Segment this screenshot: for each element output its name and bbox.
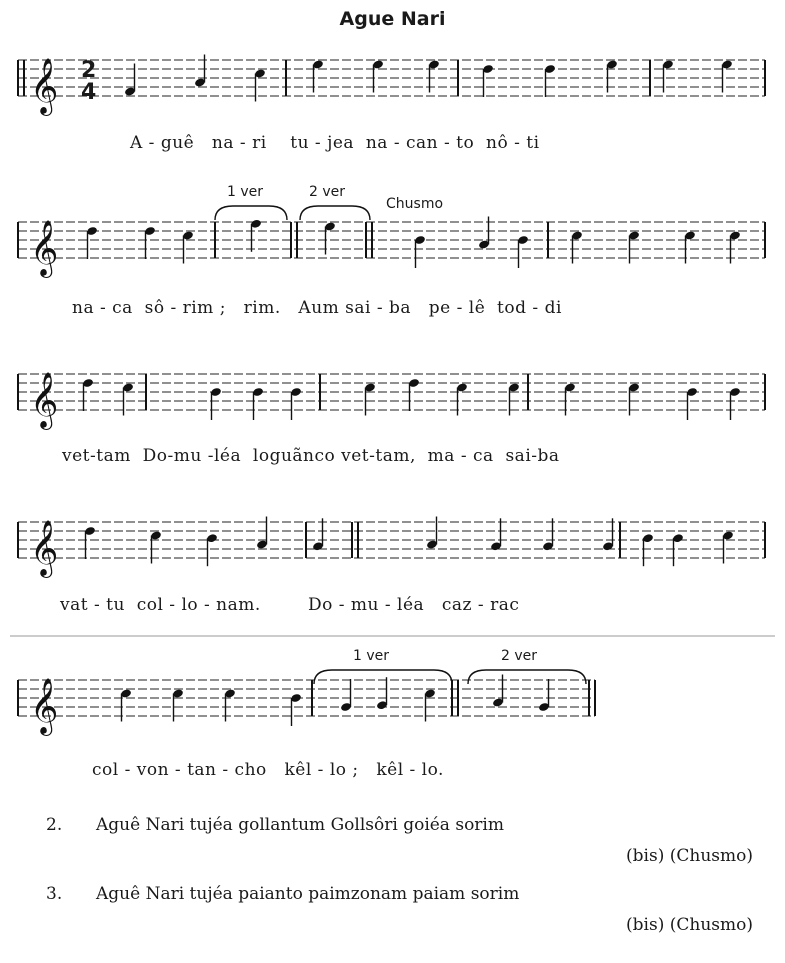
first-ending-bracket-2 xyxy=(314,670,452,684)
verse-2-suffix: (bis) (Chusmo) xyxy=(626,846,753,866)
verse-3-text: Aguê Nari tujéa paianto paimzonam paiam sorim xyxy=(96,884,520,904)
treble-clef-icon: 𝄞 xyxy=(30,220,59,276)
lyric-line-3: vet-tam Do-mu -léa loguãnco vet-tam, ma - ca sai-ba xyxy=(62,446,560,466)
treble-clef-icon: 𝄞 xyxy=(30,678,59,734)
lyric-line-2: na - ca sô - rim ; rim. Aum sai - ba pe - lê tod - di xyxy=(72,298,562,318)
treble-clef-icon: 𝄞 xyxy=(30,372,59,428)
treble-clef-icon: 𝄞 xyxy=(30,520,59,576)
lyric-line-1: A - guê na - ri tu - jea na - can - to nô - ti xyxy=(130,133,540,153)
verse-3-number: 3. xyxy=(46,884,63,904)
second-ending-label-2: 2 ver xyxy=(501,648,538,664)
chorus-label: Chusmo xyxy=(386,196,444,212)
first-ending-label-2: 1 ver xyxy=(353,648,390,664)
verse-2-number: 2. xyxy=(46,815,63,835)
first-ending-label: 1 ver xyxy=(227,184,264,200)
verse-3-suffix: (bis) (Chusmo) xyxy=(626,915,753,935)
treble-clef-icon: 𝄞 xyxy=(30,58,59,114)
verse-2-text: Aguê Nari tujéa gollantum Gollsôri goiéa sorim xyxy=(96,815,504,835)
lyric-line-4: vat - tu col - lo - nam. Do - mu - léa caz - rac xyxy=(60,595,520,615)
time-signature-bottom: 4 xyxy=(81,80,97,105)
lyric-line-5: col - von - tan - cho kêl - lo ; kêl - lo. xyxy=(92,760,444,780)
first-ending-bracket xyxy=(215,206,287,220)
song-title: Ague Nari xyxy=(339,8,446,30)
second-ending-bracket-2 xyxy=(468,670,586,684)
second-ending-label: 2 ver xyxy=(309,184,346,200)
time-signature-top: 2 xyxy=(81,58,97,83)
second-ending-bracket xyxy=(300,206,370,220)
